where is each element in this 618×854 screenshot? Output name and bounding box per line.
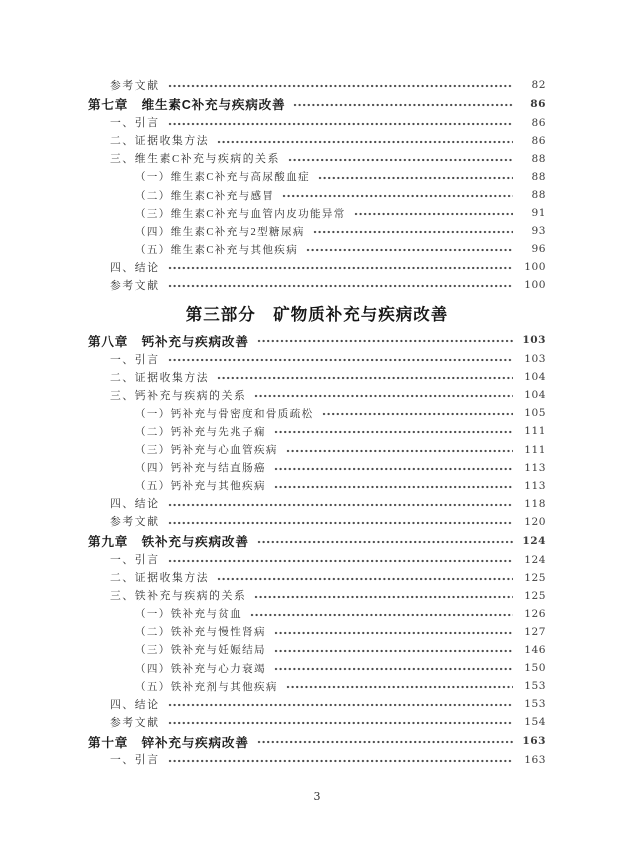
- dot-leader: [286, 685, 513, 689]
- toc-entry-label: （三）铁补充与妊娠结局: [135, 645, 266, 657]
- dot-leader: [293, 103, 513, 107]
- toc-entry: [88, 168, 546, 186]
- dot-leader: [322, 412, 514, 416]
- toc-entry: [88, 368, 546, 386]
- toc-entry-page: 86: [531, 134, 546, 147]
- toc-entry-label: 参考文献: [110, 279, 160, 292]
- dot-leader: [274, 485, 513, 489]
- toc-entry-page: 153: [524, 680, 546, 693]
- toc-entry-label: 二、证据收集方法: [110, 135, 210, 148]
- toc-entry: [88, 659, 546, 677]
- dot-leader: [354, 212, 513, 216]
- toc-entry: [88, 550, 546, 568]
- toc-entry: [88, 641, 546, 659]
- toc-entry-label: （四）维生素C补充与2型糖尿病: [135, 226, 305, 238]
- toc-entry: [88, 114, 546, 132]
- dot-leader: [257, 540, 513, 544]
- toc-entry-page: 82: [531, 79, 546, 92]
- dot-leader: [254, 595, 513, 599]
- dot-leader: [168, 503, 513, 507]
- toc-entry-label: 二、证据收集方法: [110, 572, 210, 585]
- toc-entry-label: 四、结论: [110, 261, 160, 274]
- toc-entry-label: （一）维生素C补充与高尿酸血症: [135, 172, 311, 184]
- toc-entry-page: 113: [524, 479, 546, 492]
- dot-leader: [168, 284, 513, 288]
- toc-entry: [88, 477, 546, 495]
- dot-leader: [168, 721, 513, 725]
- toc-entry-label: （五）钙补充与其他疾病: [135, 481, 266, 493]
- toc-entry: [88, 240, 546, 258]
- toc-entry-page: 88: [531, 170, 546, 183]
- toc-entry: [88, 513, 546, 531]
- toc-entry: [88, 422, 546, 440]
- toc-entry: [88, 751, 546, 769]
- dot-leader: [168, 759, 513, 763]
- toc-entry: [88, 605, 546, 623]
- dot-leader: [217, 140, 513, 144]
- dot-leader: [313, 230, 513, 234]
- toc-entry: [88, 204, 546, 222]
- toc-entry-page: 111: [524, 425, 546, 438]
- toc-entry-page: 127: [524, 625, 546, 638]
- dot-leader: [254, 394, 513, 398]
- toc-entry-page: 96: [531, 243, 546, 256]
- toc-entry: [88, 569, 546, 587]
- dot-leader: [274, 467, 513, 471]
- toc-entry-page: 91: [531, 207, 546, 220]
- toc-entry-label: （二）维生素C补充与感冒: [135, 190, 275, 202]
- dot-leader: [257, 740, 513, 744]
- toc-entry: [88, 150, 546, 168]
- toc-entry-label: 第七章 维生素C补充与疾病改善: [88, 98, 286, 113]
- toc-entry: [88, 713, 546, 731]
- toc-entry-page: 125: [524, 589, 546, 602]
- toc-entry-label: 第十章 锌补充与疾病改善: [88, 735, 249, 750]
- toc-entry-page: 163: [522, 735, 546, 748]
- toc-entry: [88, 623, 546, 641]
- toc-entry-label: （三）维生素C补充与血管内皮功能异常: [135, 208, 346, 220]
- toc-entry-label: 二、证据收集方法: [110, 371, 210, 384]
- toc-entry: [88, 76, 546, 94]
- toc-entry-page: 120: [524, 515, 546, 528]
- dot-leader: [168, 521, 513, 525]
- toc-entry-page: 125: [524, 571, 546, 584]
- toc-entry: [88, 258, 546, 276]
- dot-leader: [168, 266, 513, 270]
- toc-entry-label: （四）铁补充与心力衰竭: [135, 663, 266, 675]
- toc-entry: [88, 222, 546, 240]
- toc-entry-page: 111: [524, 443, 546, 456]
- toc-entry-label: 一、引言: [110, 554, 160, 567]
- dot-leader: [274, 430, 513, 434]
- toc-entry-page: 154: [524, 716, 546, 729]
- toc-entry: [88, 677, 546, 695]
- page-number-footer: 3: [313, 790, 321, 803]
- toc-entry-label: 一、引言: [110, 117, 160, 130]
- table-of-contents: [88, 76, 546, 769]
- dot-leader: [217, 376, 513, 380]
- dot-leader: [286, 449, 513, 453]
- toc-entry-label: （五）铁补充剂与其他疾病: [135, 681, 278, 693]
- toc-entry: [88, 132, 546, 150]
- toc-entry-page: 150: [524, 662, 546, 675]
- toc-entry-label: 一、引言: [110, 353, 160, 366]
- toc-entry-label: （二）铁补充与慢性肾病: [135, 627, 266, 639]
- toc-entry-page: 146: [524, 643, 546, 656]
- toc-entry-page: 118: [524, 497, 546, 510]
- toc-entry: [88, 459, 546, 477]
- dot-leader: [257, 339, 513, 343]
- toc-entry-label: 四、结论: [110, 498, 160, 511]
- dot-leader: [318, 176, 513, 180]
- toc-entry-page: 86: [531, 116, 546, 129]
- toc-entry-page: 88: [531, 152, 546, 165]
- toc-entry-label: （四）钙补充与结直肠癌: [135, 463, 266, 475]
- toc-entry-page: 103: [522, 334, 546, 347]
- dot-leader: [168, 84, 513, 88]
- toc-entry-page: 163: [524, 753, 546, 766]
- dot-leader: [168, 703, 513, 707]
- toc-entry-label: （二）钙补充与先兆子痫: [135, 426, 266, 438]
- toc-entry-page: 103: [524, 353, 546, 366]
- dot-leader: [274, 631, 513, 635]
- toc-entry-label: （一）铁补充与贫血: [135, 609, 243, 621]
- dot-leader: [274, 667, 513, 671]
- dot-leader: [168, 559, 513, 563]
- toc-entry-page: 104: [524, 371, 546, 384]
- toc-entry: [88, 350, 546, 368]
- dot-leader: [288, 158, 513, 162]
- toc-entry: [88, 386, 546, 404]
- toc-entry-page: 86: [530, 97, 546, 110]
- toc-entry-page: 124: [524, 553, 546, 566]
- dot-leader: [306, 248, 513, 252]
- toc-entry-page: 100: [524, 261, 546, 274]
- dot-leader: [282, 194, 513, 198]
- toc-entry-page: 88: [531, 189, 546, 202]
- dot-leader: [274, 649, 513, 653]
- toc-entry-label: 参考文献: [110, 79, 160, 92]
- toc-entry-label: 三、维生素C补充与疾病的关系: [110, 153, 280, 166]
- toc-entry: [88, 587, 546, 605]
- part-heading: 第三部分 矿物质补充与疾病改善: [185, 305, 449, 324]
- toc-entry-page: 93: [531, 225, 546, 238]
- toc-entry-label: 第九章 铁补充与疾病改善: [88, 535, 249, 550]
- toc-entry-label: 参考文献: [110, 716, 160, 729]
- toc-entry-label: 三、铁补充与疾病的关系: [110, 590, 247, 603]
- toc-chapter-entry: [88, 94, 546, 114]
- toc-chapter-entry: [88, 731, 546, 751]
- toc-entry-label: 第八章 钙补充与疾病改善: [88, 334, 249, 349]
- toc-entry-label: 一、引言: [110, 754, 160, 767]
- toc-entry: [88, 276, 546, 294]
- toc-chapter-entry: [88, 331, 546, 351]
- toc-entry-label: （五）维生素C补充与其他疾病: [135, 244, 299, 256]
- toc-entry-page: 105: [524, 407, 546, 420]
- toc-entry-page: 124: [522, 534, 546, 547]
- toc-entry-page: 126: [524, 607, 546, 620]
- toc-entry-page: 104: [524, 389, 546, 402]
- toc-entry-label: （一）钙补充与骨密度和骨质疏松: [135, 408, 314, 420]
- toc-entry-label: 四、结论: [110, 698, 160, 711]
- dot-leader: [217, 577, 513, 581]
- toc-entry: [88, 404, 546, 422]
- toc-entry-label: （三）钙补充与心血管疾病: [135, 445, 278, 457]
- dot-leader: [250, 613, 513, 617]
- toc-entry-page: 100: [524, 279, 546, 292]
- dot-leader: [168, 358, 513, 362]
- toc-entry-label: 三、钙补充与疾病的关系: [110, 389, 247, 402]
- dot-leader: [168, 122, 513, 126]
- toc-entry-label: 参考文献: [110, 516, 160, 529]
- toc-entry: [88, 441, 546, 459]
- toc-entry: [88, 695, 546, 713]
- toc-chapter-entry: [88, 531, 546, 551]
- toc-entry: [88, 495, 546, 513]
- toc-entry: [88, 186, 546, 204]
- toc-entry-page: 153: [524, 698, 546, 711]
- toc-entry-page: 113: [524, 461, 546, 474]
